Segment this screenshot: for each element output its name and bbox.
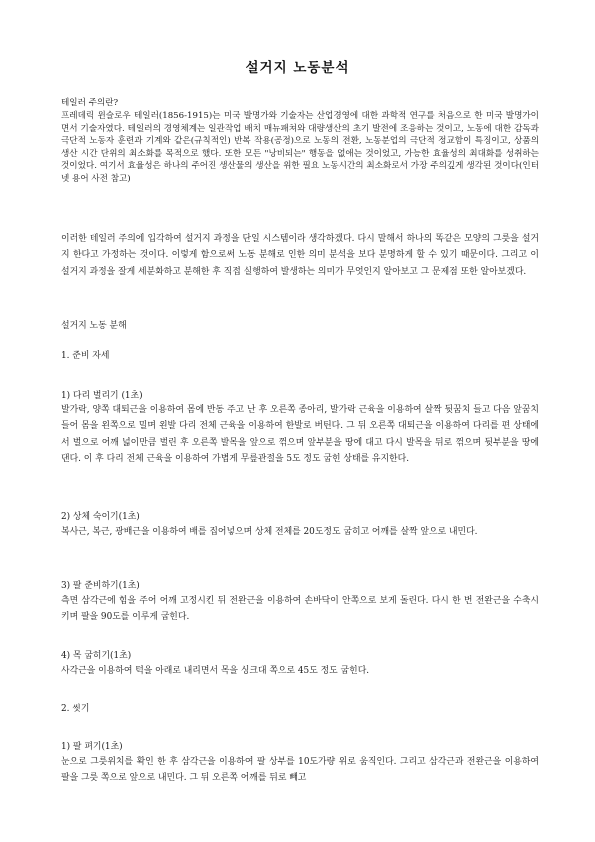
step-heading-1-2: 2) 상체 숙이기(1초): [61, 512, 140, 522]
intro-definition: 프레데릭 윈슬로우 테일러(1856-1915)는 미국 발명가와 기술자는 산업경영에 대한 과학적 연구를 처음으로 한 미국 발명가이면서 기술자였다. 테일러의 경영체계는 일관작업 배치 매뉴패쳐와 대량생산의 초기 발전에 조응하는 것이고, 노동에 대한 감독과 극단적 노동자 훈련과 기계와 같은(규칙적인) 반복 작용(공정)으로 노동의 전환, 노동분업의 극단적 정교함이 특징이고, 상품의 생산 시간 단위의 최소화를 목적으로 했다. 또한 모든 "낭비되는" 행동을 없애는 것이었고, 가능한 효율성의 최대화를 성취하는 것이었다. 여기서 효율성은 하나의 주어진 생산물의 생산을 위한 필요 노동시간의 최소화로서 가장 주의깊게 생각된 것이다(인터넷 용어 사전 참고): [61, 111, 539, 184]
document-title: 설거지 노동분석: [245, 60, 350, 76]
step-heading-1-1: 1) 다리 벌리기 (1초): [61, 391, 143, 401]
step-text-1-4: 사각근을 이용하여 턱을 아래로 내리면서 목을 싱크대 쪽으로 45도 정도 굽힌다.: [61, 666, 370, 676]
step-text-2-1: 눈으로 그릇위치를 확인 한 후 삼각근을 이용하여 팔 상부를 10도가량 위로 움직인다. 그리고 삼각근과 전완근을 이용하여 팔을 그릇 쪽으로 앞으로 내민다. 그 뒤 오른쪽 어깨를 뒤로 빼고: [61, 757, 539, 784]
step-heading-2-1: 1) 팔 펴기(1초): [61, 742, 123, 752]
step-text-1-2: 복사근, 복근, 광배근을 이용하여 배를 집어넣으며 상체 전체를 20도정도 굽히고 어깨를 살짝 앞으로 내민다.: [61, 527, 478, 537]
step-heading-1-3: 3) 팔 준비하기(1초): [61, 581, 140, 591]
intro-question: 테일러 주의란?: [61, 98, 119, 108]
step-heading-1-4: 4) 목 굽히기(1초): [61, 651, 132, 661]
analysis-heading: 설거지 노동 분해: [61, 321, 127, 331]
section-heading-2: 2. 씻기: [61, 704, 90, 714]
step-text-1-1: 발가락, 양쪽 대퇴근을 이용하여 몸에 반동 주고 난 후 오른쪽 종아리, 발가락 근육을 이용하여 살짝 뒷꿈치 들고 다음 앞꿈치 들어 몸을 왼쪽으로 밀며 왼발 다리 전체 근육을 이용하여 한발로 버틴다. 그 뒤 오른쪽 대퇴근을 이용하여 다리를 편 상태에서 벌으로 어깨 넓이만큼 벌린 후 오른쪽 발목을 앞으로 꺾으며 앞부분을 땅에 대고 다시 발목을 뒤로 꺾으며 뒷부분을 땅에 댄다. 이 후 다리 전체 근육을 이용하여 가볍게 무릎관절을 5도 정도 굽힌 상태를 유지한다.: [61, 405, 539, 464]
section-heading-1: 1. 준비 자세: [61, 351, 110, 361]
intro-paragraph: 이러한 테일러 주의에 입각하여 설거지 과정을 단일 시스템이라 생각하겠다. 다시 말해서 하나의 똑같은 모양의 그릇을 설거지 한다고 가정하는 것이다. 이렇게 함으로써 노동 분해로 인한 의미 분석을 보다 분명하게 할 수 있기 때문이다. 그리고 이 설거지 과정을 잘게 세분화하고 분해한 후 직접 실행하여 발생하는 의미가 무엇인지 알아보고 그 문제점 또한 알아보겠다.: [61, 234, 539, 277]
step-text-1-3: 측면 삼각근에 힘을 주어 어깨 고정시킨 뒤 전완근을 이용하여 손바닥이 안쪽으로 보게 돌린다. 다시 한 번 전완근을 수축시키며 팔을 90도를 이루게 굽힌다.: [61, 596, 539, 623]
